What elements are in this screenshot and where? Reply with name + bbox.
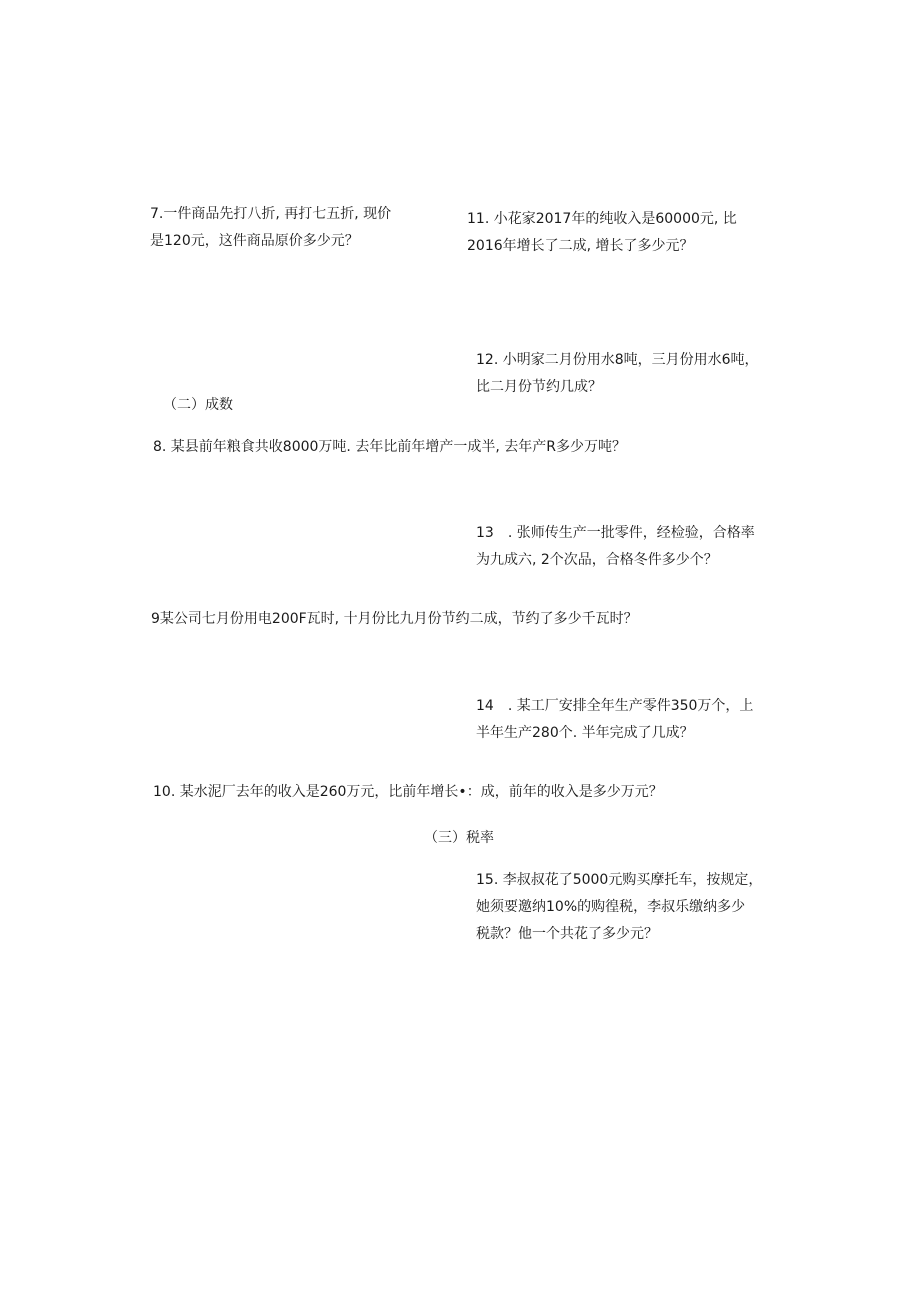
problem-11 (467, 206, 737, 260)
problem-9-line-1: 9某公司七月份用电200F瓦时, 十月份比九月份节约二成，节约了多少千瓦时？ (151, 611, 638, 627)
problem-12 (476, 347, 759, 401)
problem-13-line-1: 13 . 张师传生产一批零件，经检验，合格率 (476, 525, 755, 541)
problem-7-line-2: 是120元，这件商品原价多少元？ (150, 233, 359, 249)
problem-14-line-2: 半年生产280个. 半年完成了几成？ (476, 725, 694, 741)
problem-13 (476, 520, 755, 574)
problem-10 (153, 779, 663, 806)
problem-8 (153, 434, 626, 461)
problem-15 (476, 867, 762, 948)
problem-15-line-1: 15. 李叔叔花了5000元购买摩托车，按规定， (476, 872, 763, 888)
section-heading-percent-tenths (163, 392, 233, 419)
problem-15-line-3: 税款？他一个共花了多少元？ (476, 926, 658, 942)
problem-11-line-1: 11. 小花家2017年的纯收入是60000元, 比 (467, 211, 737, 227)
problem-12-line-1: 12. 小明家二月份用水8吨，三月份用水6吨， (476, 352, 759, 368)
problem-10-line-1: 10. 某水泥厂去年的收入是260万元，比前年增长•：成，前年的收入是多少万元？ (153, 784, 663, 800)
problem-11-line-2: 2016年增长了二成, 增长了多少元？ (467, 238, 694, 254)
problem-14 (476, 693, 753, 747)
section-2-title: （二）成数 (163, 397, 233, 413)
problem-7-line-1: 7.一件商品先打八折, 再打七五折, 现价 (150, 206, 392, 222)
problem-12-line-2: 比二月份节约几成？ (476, 379, 602, 395)
section-heading-tax-rate (424, 825, 494, 852)
problem-7 (150, 201, 391, 255)
problem-14-line-1: 14 . 某工厂安排全年生产零件350万个，上 (476, 698, 754, 714)
problem-9 (151, 606, 638, 633)
problem-8-line-1: 8. 某县前年粮食共收8000万吨. 去年比前年增产一成半, 去年产R多少万吨？ (153, 439, 626, 455)
problem-15-line-2: 她须要邀纳10%的购徨税，李叔乐缴纳多少 (476, 899, 746, 915)
problem-13-line-2: 为九成六, 2个次品，合格冬件多少个？ (476, 552, 718, 568)
section-3-title: （三）税率 (424, 830, 494, 846)
